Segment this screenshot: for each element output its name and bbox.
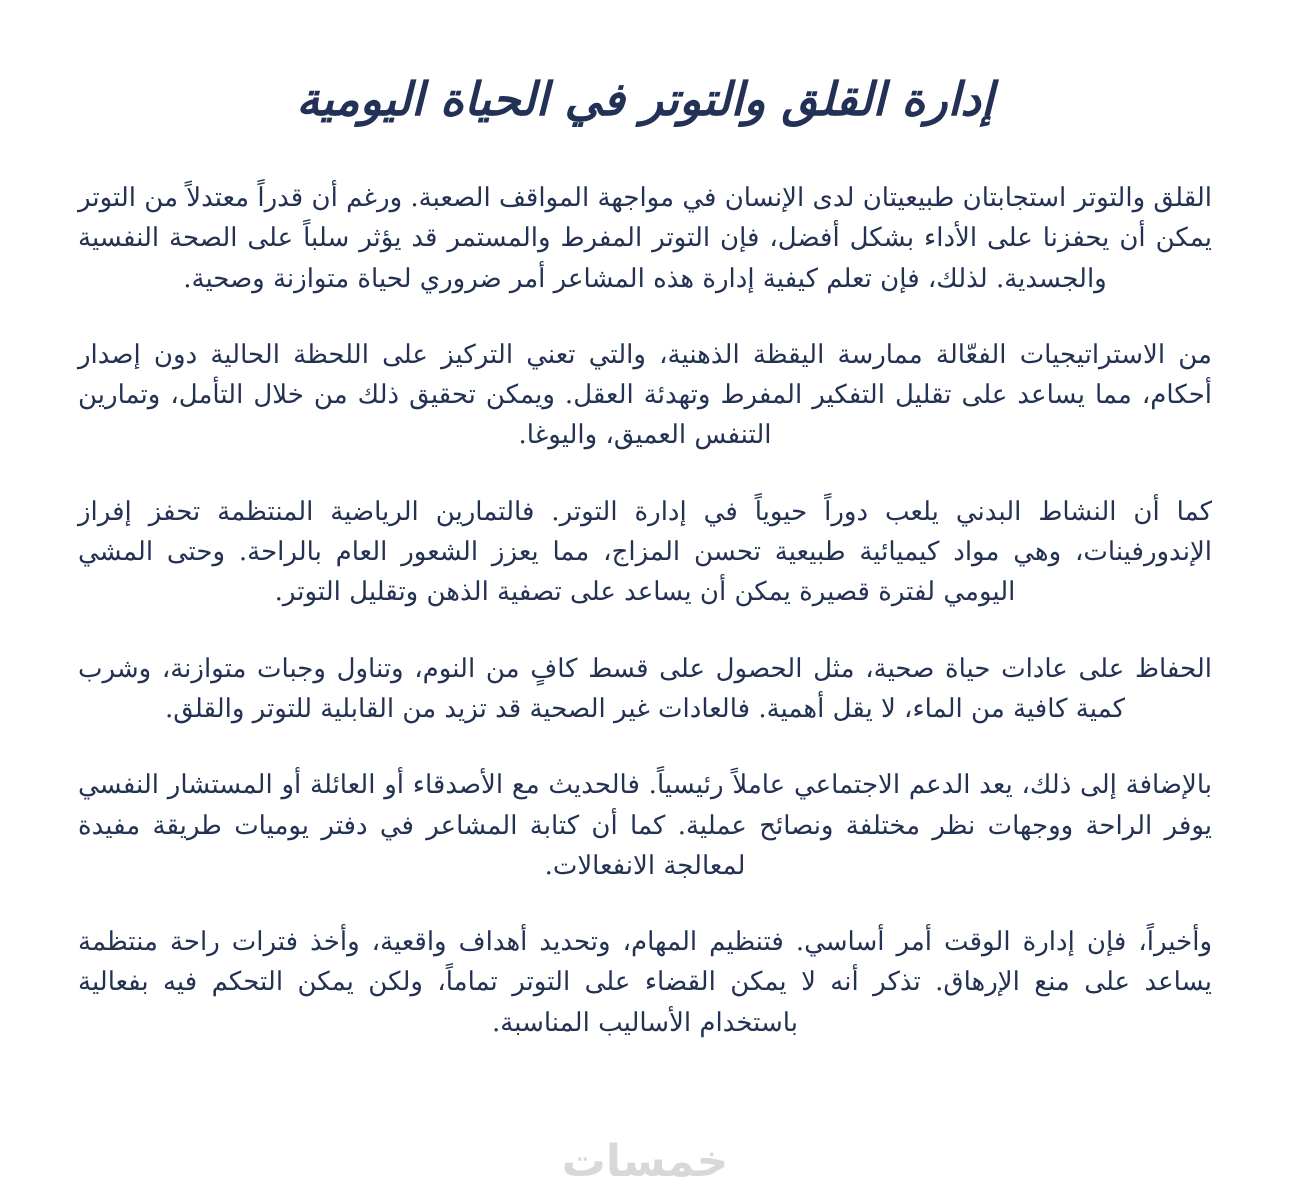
- paragraph: بالإضافة إلى ذلك، يعد الدعم الاجتماعي عاملاً رئيسياً. فالحديث مع الأصدقاء أو العائلة أو المستشار النفسي يوفر الراحة ووجهات نظر مختلفة ونصائح عملية. كما أن كتابة المشاعر في دفتر يوميات طريقة مفيدة لمعالجة الانفعالات.: [78, 770, 1212, 881]
- paragraph: الحفاظ على عادات حياة صحية، مثل الحصول على قسط كافٍ من النوم، وتناول وجبات متوازنة، وشرب كمية كافية من الماء، لا يقل أهمية. فالعادات غير الصحية قد تزيد من القابلية للتوتر والقلق.: [78, 653, 1212, 724]
- paragraph: من الاستراتيجيات الفعّالة ممارسة اليقظة الذهنية، والتي تعني التركيز على اللحظة الحالية دون إصدار أحكام، مما يساعد على تقليل التفكير المفرط وتهدئة العقل. ويمكن تحقيق ذلك من خلال التأمل، وتمارين التنفس العميق، واليوغا.: [78, 339, 1212, 451]
- document-body: [78, 178, 1212, 1043]
- paragraph: القلق والتوتر استجابتان طبيعيتان لدى الإنسان في مواجهة المواقف الصعبة. ورغم أن قدراً معتدلاً من التوتر يمكن أن يحفزنا على الأداء بشكل أفضل، فإن التوتر المفرط والمستمر قد يؤثر سلباً على الصحة النفسية والجسدية. لذلك، فإن تعلم كيفية إدارة هذه المشاعر أمر ضروري لحياة متوازنة وصحية.: [78, 183, 1212, 294]
- page-title: إدارة القلق والتوتر في الحياة اليومية: [296, 72, 994, 126]
- paragraph: كما أن النشاط البدني يلعب دوراً حيوياً في إدارة التوتر. فالتمارين الرياضية المنتظمة تحفز إفراز الإندورفينات، وهي مواد كيميائية طبيعية تحسن المزاج، مما يعزز الشعور العام بالراحة. وحتى المشي اليومي لفترة قصيرة يمكن أن يساعد على تصفية الذهن وتقليل التوتر.: [78, 496, 1212, 608]
- paragraph: وأخيراً، فإن إدارة الوقت أمر أساسي. فتنظيم المهام، وتحديد أهداف واقعية، وأخذ فترات راحة منتظمة يساعد على منع الإرهاق. تذكر أنه لا يمكن القضاء على التوتر تماماً، ولكن يمكن التحكم فيه بفعالية باستخدام الأساليب المناسبة.: [78, 927, 1212, 1038]
- khamsat-watermark: خمسات: [561, 1136, 729, 1187]
